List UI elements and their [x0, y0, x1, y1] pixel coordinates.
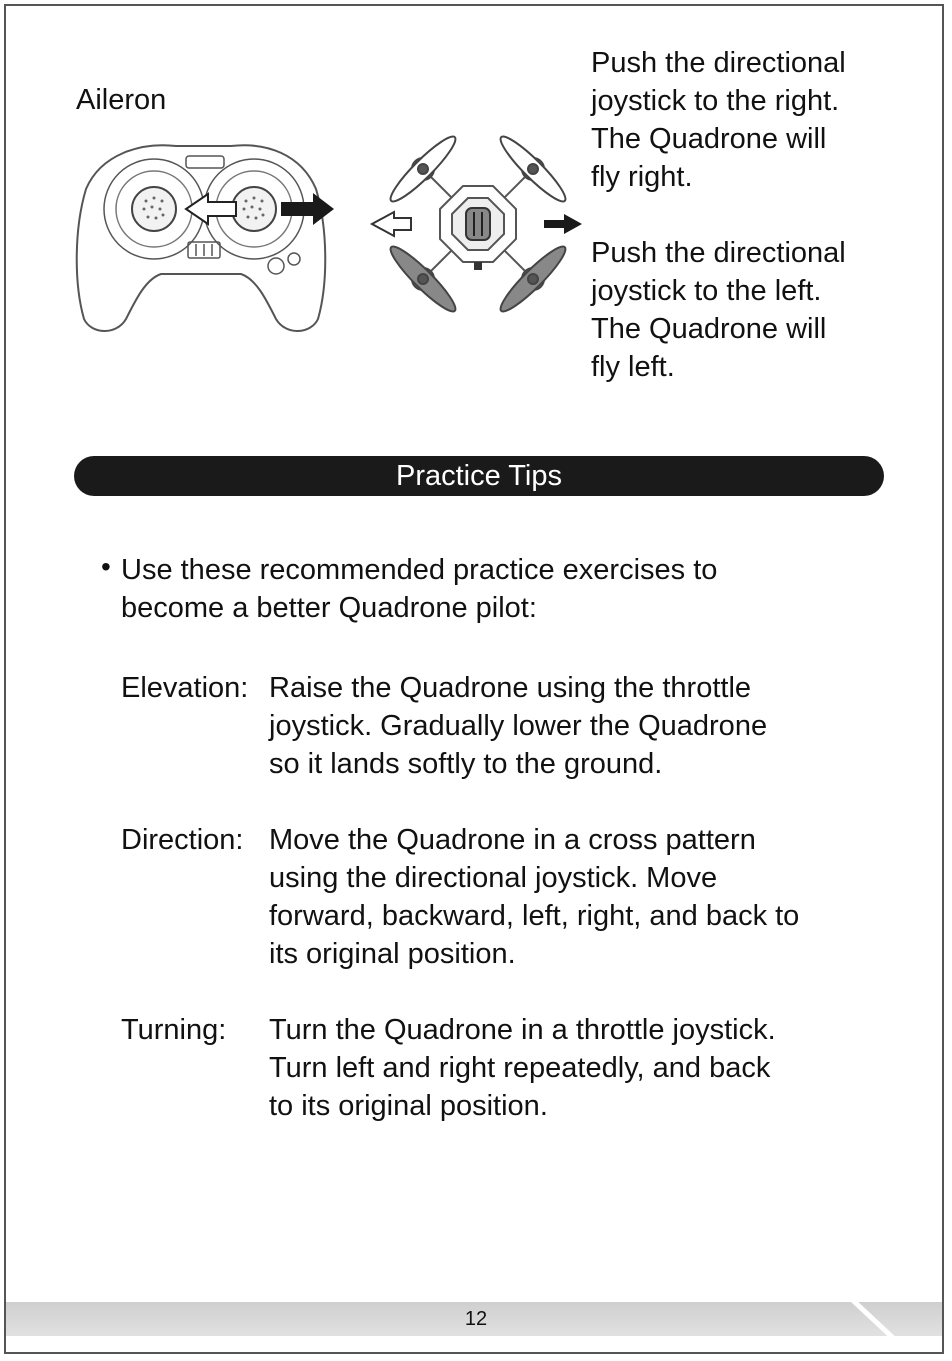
controller-illustration — [66, 134, 336, 339]
tips-intro — [121, 551, 841, 627]
exercise-label-direction: Direction: — [121, 824, 244, 856]
intro-line: become a better Quadrone pilot: — [121, 592, 537, 624]
exercise-line: so it lands softly to the ground. — [269, 748, 663, 780]
bullet-dot-icon: • — [101, 551, 111, 582]
instruction-fly-left — [591, 234, 846, 386]
exercise-line: to its original position. — [269, 1090, 548, 1122]
intro-line: Use these recommended practice exercises to — [121, 554, 718, 586]
instruction-line: The Quadrone will — [591, 123, 827, 155]
instruction-line: fly left. — [591, 351, 675, 383]
instruction-line: Push the directional — [591, 237, 846, 269]
exercise-line: its original position. — [269, 938, 516, 970]
instruction-line: The Quadrone will — [591, 313, 827, 345]
drone-right-arrow-icon — [544, 214, 582, 234]
exercise-text-direction — [269, 821, 869, 973]
exercise-line: using the directional joystick. Move — [269, 862, 718, 894]
exercise-text-turning — [269, 1011, 869, 1125]
instruction-line: joystick to the left. — [591, 275, 822, 307]
exercise-text-elevation — [269, 669, 869, 783]
exercise-line: forward, backward, left, right, and back to — [269, 900, 800, 932]
page-number: 12 — [464, 1308, 488, 1330]
aileron-label: Aileron — [76, 84, 167, 116]
drone-left-arrow-icon — [372, 212, 411, 236]
exercise-line: Turn the Quadrone in a throttle joystick. — [269, 1014, 776, 1046]
quadrone-illustration — [366, 116, 591, 331]
manual-page — [4, 4, 944, 1354]
section-banner-practice-tips: Practice Tips — [74, 456, 884, 496]
exercise-label-turning: Turning: — [121, 1014, 227, 1046]
exercise-line: Turn left and right repeatedly, and back — [269, 1052, 771, 1084]
instruction-line: Push the directional — [591, 47, 846, 79]
exercise-label-elevation: Elevation: — [121, 672, 249, 704]
exercise-line: Raise the Quadrone using the throttle — [269, 672, 752, 704]
instruction-line: fly right. — [591, 161, 693, 193]
instruction-fly-right — [591, 44, 846, 196]
exercise-line: Move the Quadrone in a cross pattern — [269, 824, 756, 856]
instruction-line: joystick to the right. — [591, 85, 840, 117]
exercise-line: joystick. Gradually lower the Quadrone — [269, 710, 768, 742]
